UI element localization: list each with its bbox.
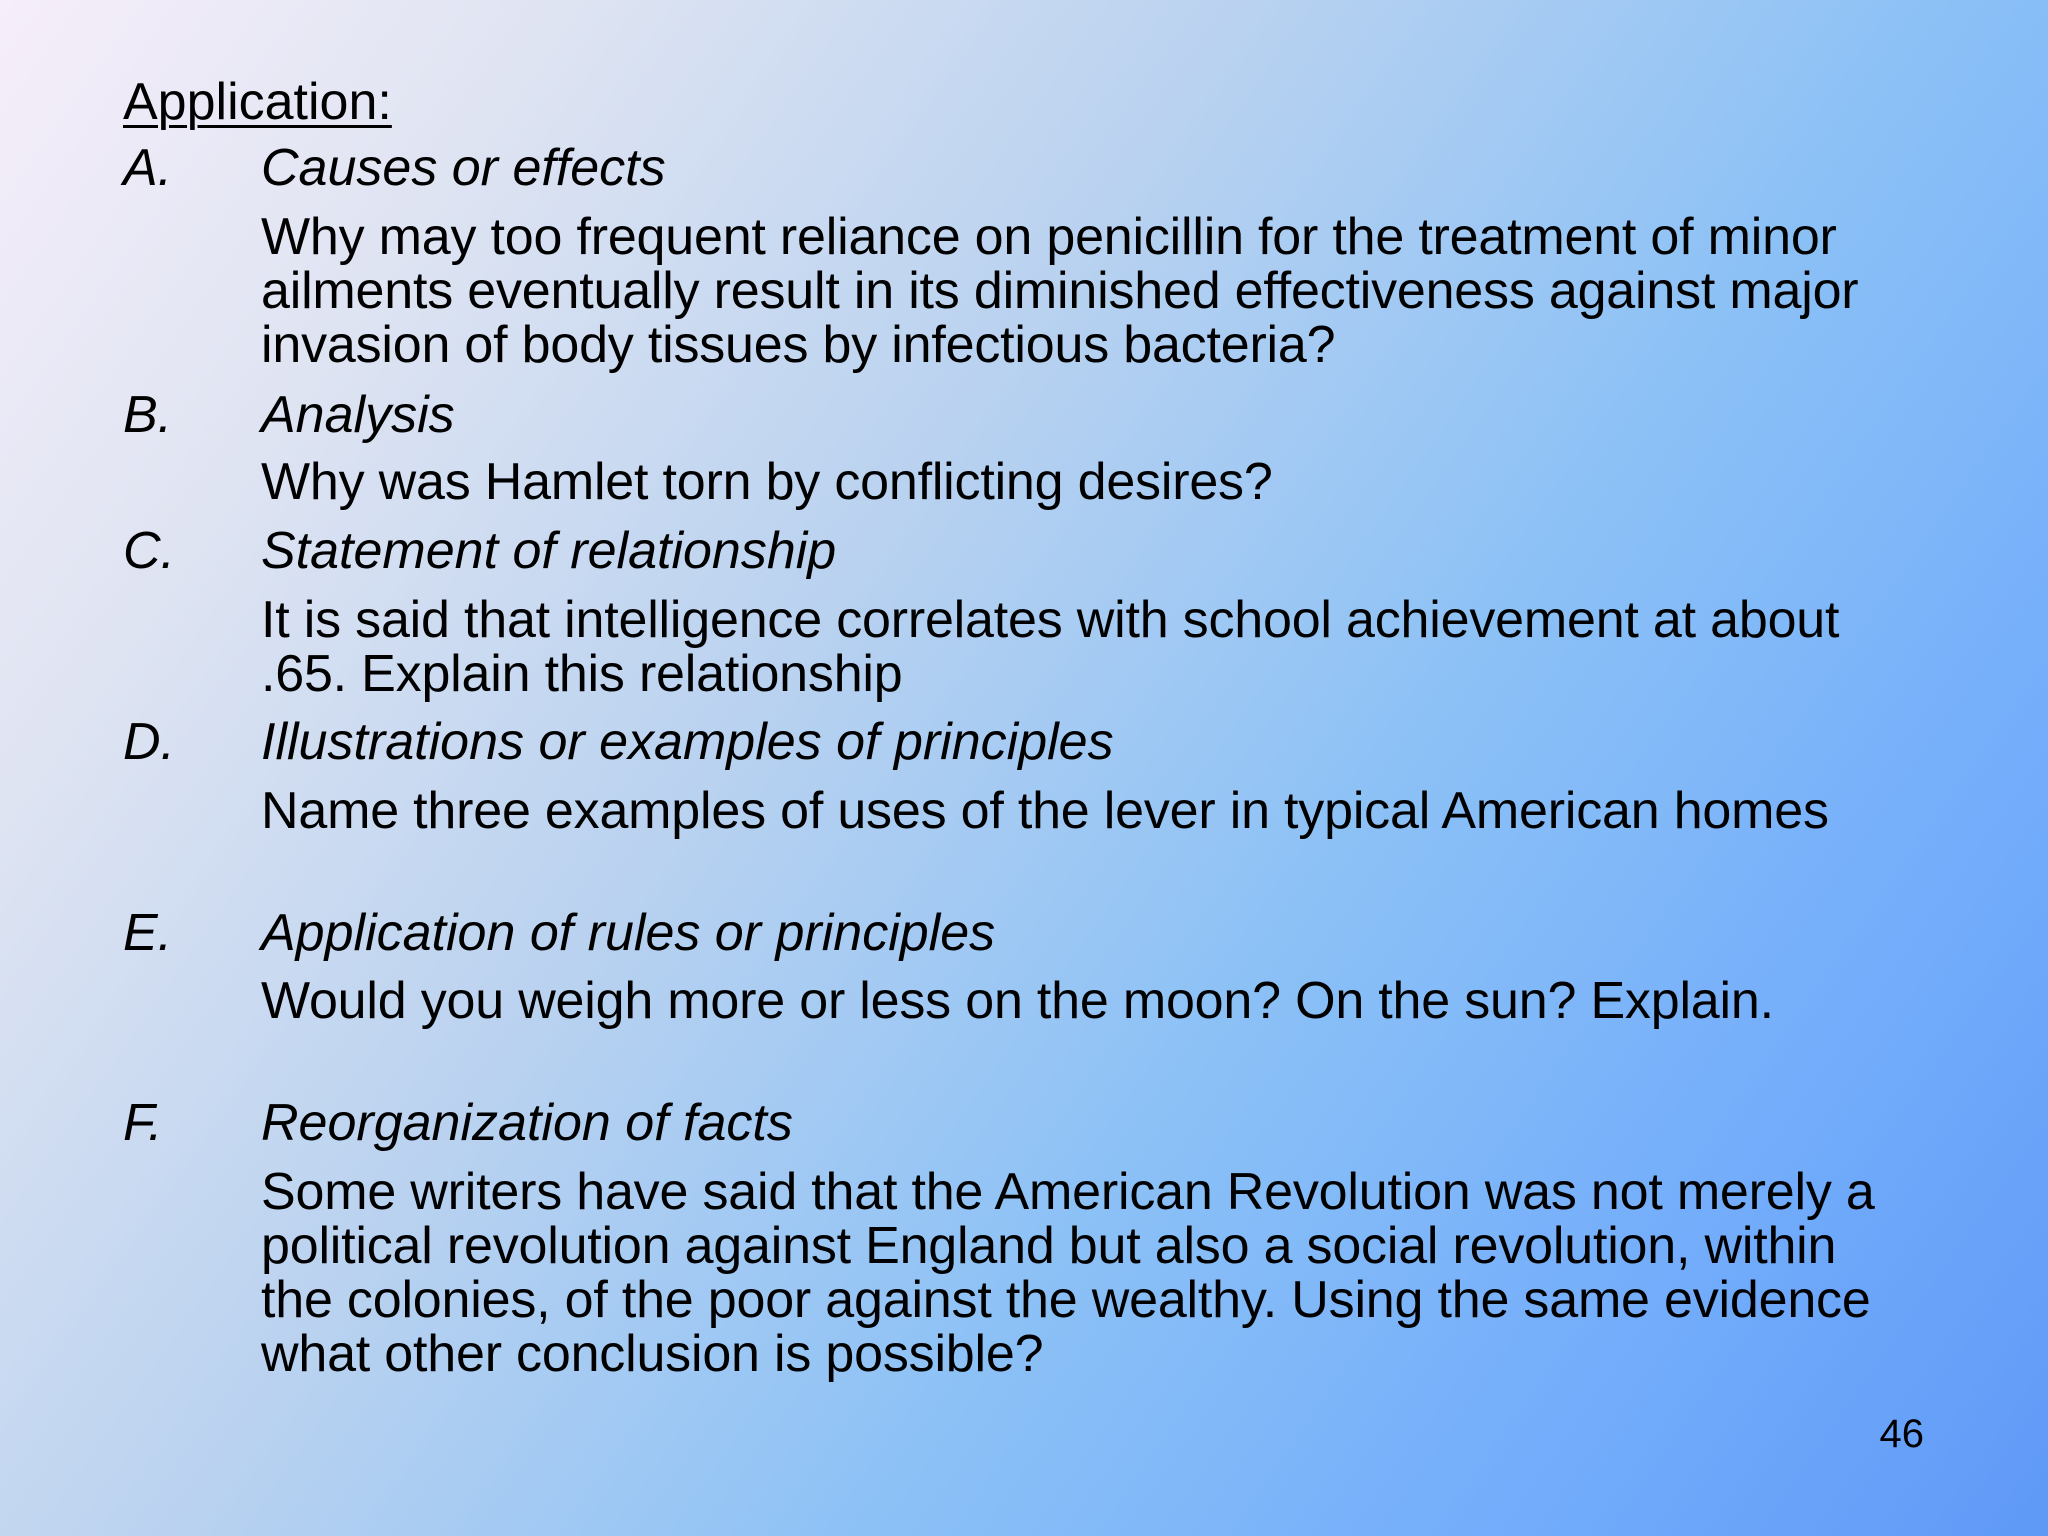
item-body-f: Some writers have said that the American Revolution was not merely a political revolution against England but also a social revolution, within the colonies, of the poor against the wealthy. Using the same evidence what other conclusion is possible? xyxy=(261,1163,1875,1383)
item-letter-e: E. xyxy=(123,904,173,962)
item-body-b: Why was Hamlet torn by conflicting desires? xyxy=(261,453,1273,511)
item-letter-f: F. xyxy=(123,1094,163,1152)
item-title-f: Reorganization of facts xyxy=(261,1094,793,1152)
item-title-a: Causes or effects xyxy=(261,139,666,197)
slide-heading: Application: xyxy=(123,73,392,131)
item-letter-b: B. xyxy=(123,386,173,444)
item-title-b: Analysis xyxy=(261,386,455,444)
item-letter-d: D. xyxy=(123,713,175,771)
item-letter-a: A. xyxy=(123,139,173,197)
item-body-d: Name three examples of uses of the lever in typical American homes xyxy=(261,782,1829,840)
item-title-c: Statement of relationship xyxy=(261,522,837,580)
item-title-d: Illustrations or examples of principles xyxy=(261,713,1114,771)
item-title-e: Application of rules or principles xyxy=(261,904,996,962)
item-body-c: It is said that intelligence correlates with school achievement at about .65. Explain this relationship xyxy=(261,591,1840,703)
item-body-a: Why may too frequent reliance on penicillin for the treatment of minor ailments eventually result in its diminished effectiveness against major invasion of body tissues by infectious bacteria? xyxy=(261,208,1859,374)
page-number: 46 xyxy=(1879,1412,1924,1456)
item-letter-c: C. xyxy=(123,522,175,580)
item-body-e: Would you weigh more or less on the moon? On the sun? Explain. xyxy=(261,972,1774,1030)
